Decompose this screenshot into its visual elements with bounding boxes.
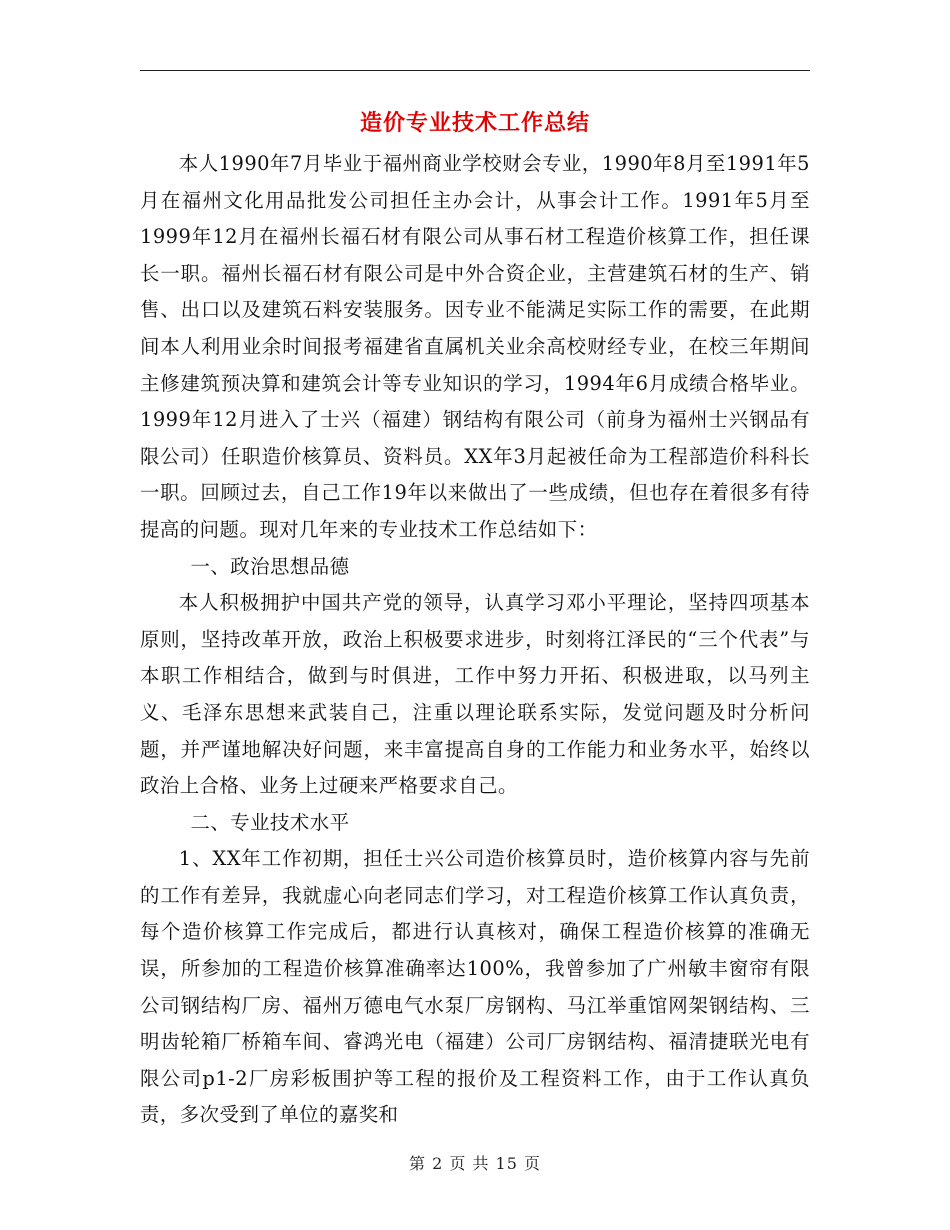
document-body — [140, 146, 810, 1134]
paragraph-intro: 本人1990年7月毕业于福州商业学校财会专业，1990年8月至1991年5月在福州文化用品批发公司担任主办会计，从事会计工作。1991年5月至1999年12月在福州长福石材有限公司从事石材工程造价核算工作，担任课长一职。福州长福石材有限公司是中外合资企业，主营建筑石材的生产、销售、出口以及建筑石料安装服务。因专业不能满足实际工作的需要，在此期间本人利用业余时间报考福建省直属机关业余高校财经专业，在校三年期间主修建筑预决算和建筑会计等专业知识的学习，1994年6月成绩合格毕业。1999年12月进入了士兴（福建）钢结构有限公司（前身为福州士兴钢品有限公司）任职造价核算员、资料员。XX年3月起被任命为工程部造价科科长一职。回顾过去，自己工作19年以来做出了一些成绩，但也存在着很多有待提高的问题。现对几年来的专业技术工作总结如下： — [140, 152, 810, 541]
page-number-footer: 第 2 页 共 15 页 — [409, 1154, 541, 1173]
section-heading-politics: 一、政治思想品德 — [190, 554, 350, 578]
section-heading-technical: 二、专业技术水平 — [190, 810, 350, 834]
paragraph-technical-1: 1、XX年工作初期，担任士兴公司造价核算员时，造价核算内容与先前的工作有差异，我就虚心向老同志们学习，对工程造价核算工作认真负责，每个造价核算工作完成后，都进行认真核对，确保工程造价核算的准确无误，所参加的工程造价核算准确率达100%，我曾参加了广州敏丰窗帘有限公司钢结构厂房、福州万德电气水泵厂房钢构、马江举重馆网架钢结构、三明齿轮箱厂桥箱车间、睿鸿光电（福建）公司厂房钢结构、福清捷联光电有限公司p1-2厂房彩板围护等工程的报价及工程资料工作，由于工作认真负责，多次受到了单位的嘉奖和 — [140, 847, 810, 1127]
header-rule — [140, 70, 810, 71]
paragraph-politics: 本人积极拥护中国共产党的领导，认真学习邓小平理论，坚持四项基本原则，坚持改革开放，政治上积极要求进步，时刻将江泽民的“三个代表”与本职工作相结合，做到与时俱进，工作中努力开拓、积极进取，以马列主义、毛泽东思想来武装自己，注重以理论联系实际，发觉问题及时分析问题，并严谨地解决好问题，来丰富提高自身的工作能力和业务水平，始终以政治上合格、业务上过硬来严格要求自己。 — [140, 591, 810, 798]
document-title: 造价专业技术工作总结 — [359, 110, 590, 136]
